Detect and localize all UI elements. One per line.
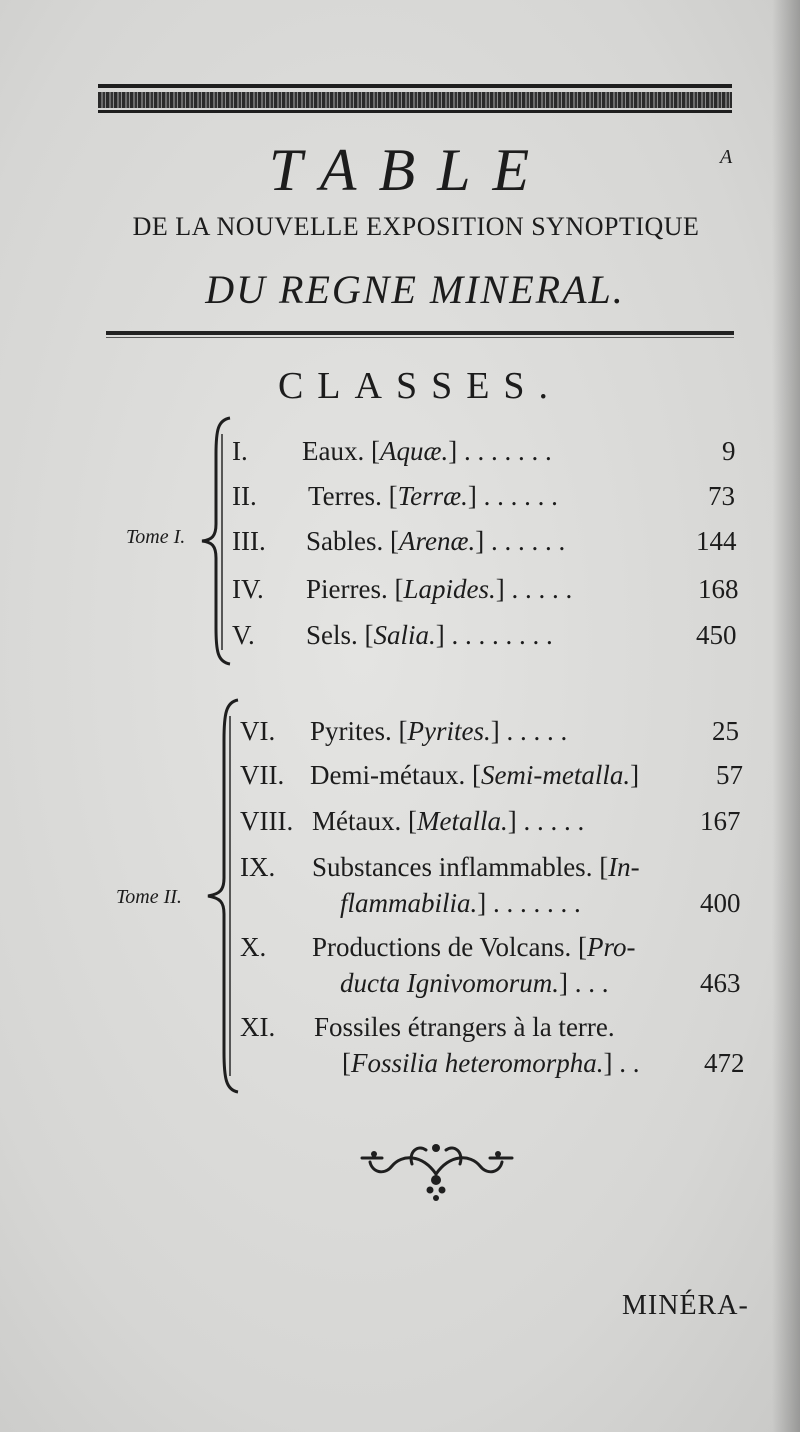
list-item: I. Eaux. [Aquæ.] . . . . . . . 9 (232, 436, 736, 466)
page-subtitle-2: DU REGNE MINERAL. (205, 267, 625, 312)
list-item: VIII. Métaux. [Metalla.] . . . . . 167 (240, 806, 741, 836)
list-item: V. Sels. [Salia.] . . . . . . . . 450 (232, 620, 737, 650)
page-title: TABLE (268, 137, 552, 203)
page-subtitle: DE LA NOUVELLE EXPOSITION SYNOPTIQUE (132, 212, 700, 241)
list-item: IV. Pierres. [Lapides.] . . . . . 168 (232, 574, 739, 604)
tome-label: Tome I. (126, 526, 186, 548)
divider-rule (106, 331, 734, 335)
list-item: VII. Demi-métaux. [Semi-metalla.] 57 (240, 760, 743, 790)
list-item: X. Productions de Volcans. [Pro- (240, 932, 636, 962)
top-ornamental-rule (98, 84, 732, 114)
list-item-continuation: [Fossilia heteromorpha.] . . 472 (342, 1048, 745, 1078)
list-item: IX. Substances inflammables. [In- (240, 852, 640, 882)
list-item: VI. Pyrites. [Pyrites.] . . . . . 25 (240, 716, 739, 746)
list-item: II. Terres. [Terræ.] . . . . . . 73 (232, 481, 735, 511)
list-item: III. Sables. [Arenæ.] . . . . . . 144 (232, 526, 737, 556)
signature-mark: A (720, 146, 733, 168)
list-item-continuation: ducta Ignivomorum.] . . . 463 (340, 968, 741, 998)
divider-rule-thin (106, 337, 734, 338)
list-item-continuation: flammabilia.] . . . . . . . 400 (340, 888, 741, 918)
list-item: XI. Fossiles étrangers à la terre. (240, 1012, 615, 1042)
section-heading: CLASSES. (277, 365, 563, 407)
catchword: MINÉRA- (622, 1290, 749, 1321)
fleuron-ornament-icon (352, 1134, 520, 1204)
tome-label: Tome II. (116, 886, 182, 908)
